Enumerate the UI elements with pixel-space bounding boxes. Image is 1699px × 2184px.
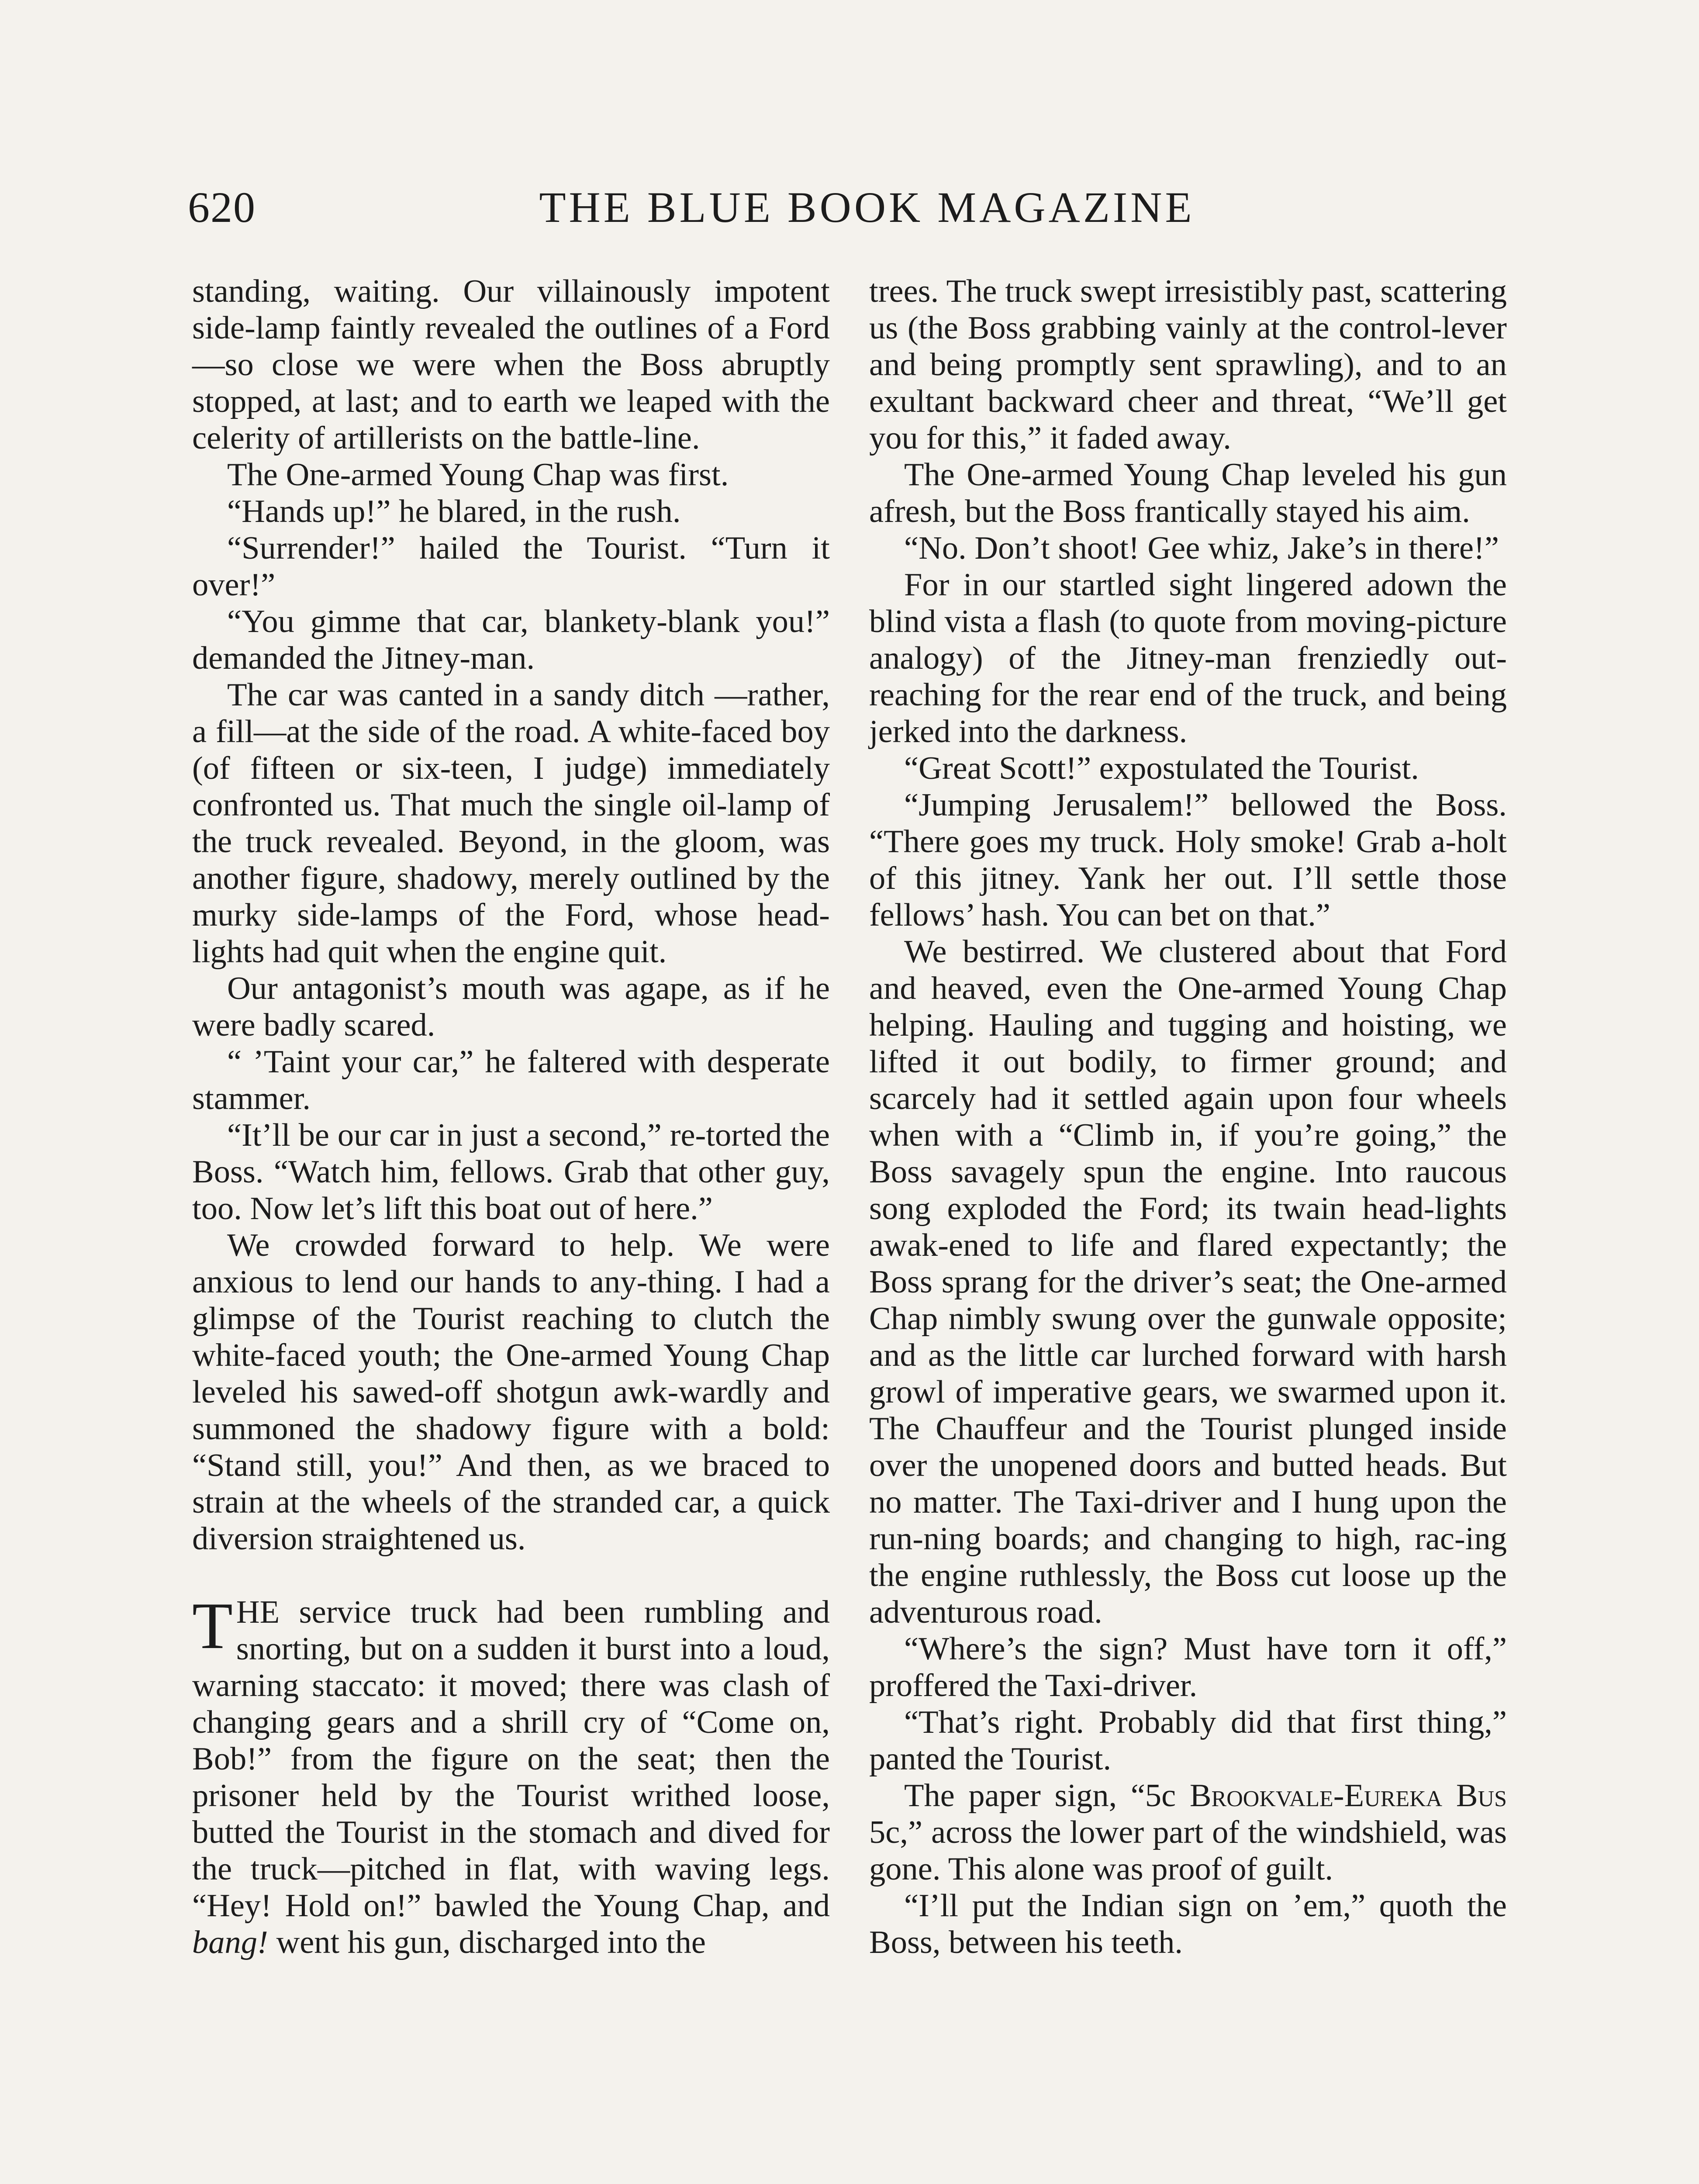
paragraph: trees. The truck swept irresistibly past, scattering us (the Boss grabbing vainly at the control-lever and being promptly sent sprawling), and to an exultant backward cheer and threat, “We’ll get you for this,” it faded away. (869, 273, 1507, 456)
paragraph: We crowded forward to help. We were anxious to lend our hands to any-thing. I had a glimpse of the Tourist reaching to clutch the white-faced youth; the One-armed Young Chap leveled his sawed-off shotgun awk-wardly and summoned the shadowy figure with a bold: “Stand still, you!” And then, as we braced to strain at the wheels of the stranded car, a quick diversion straightened us. (192, 1227, 830, 1557)
right-column (869, 273, 1507, 1961)
paragraph: The One-armed Young Chap leveled his gun afresh, but the Boss frantically stayed his aim. (869, 457, 1507, 529)
sign-text-before: The paper sign, “5c (904, 1778, 1190, 1814)
paragraph: Our antagonist’s mouth was agape, as if he were badly scared. (192, 971, 830, 1043)
paragraph: “Hands up!” he blared, in the rush. (227, 494, 681, 529)
paragraph: “You gimme that car, blankety-blank you!” demanded the Jitney-man. (192, 604, 830, 676)
sign-paragraph (869, 1777, 1507, 1887)
page-number: 620 (188, 183, 256, 232)
paragraph: The car was canted in a sandy ditch —rather, a fill—at the side of the road. A white-faced boy (of fifteen or six-teen, I judge) immediately confronted us. That much the single oil-lamp of the truck revealed. Beyond, in the gloom, was another figure, shadowy, merely outlined by the murky side-lamps of the Ford, whose head-lights had quit when the engine quit. (192, 677, 830, 970)
section-text: HE service truck had been rumbling and snorting, but on a sudden it burst into a loud, warning staccato: it moved; there was clash of changing gears and a shrill cry of “Come on, Bob!” from the figure on the seat; then the prisoner held by the Tourist writhed loose, butted the Tourist in the stomach and dived for the truck—pitched in flat, with waving legs. “Hey! Hold on!” bawled the Young Chap, and (192, 1594, 830, 1924)
paragraph: For in our startled sight lingered adown the blind vista a flash (to quote from moving-picture analogy) of the Jitney-man frenziedly out-reaching for the rear end of the truck, and being jerked into the darkness. (869, 567, 1507, 750)
paragraph: “Surrender!” hailed the Tourist. “Turn it over!” (192, 530, 830, 603)
left-column (192, 273, 830, 1961)
paragraph: “It’ll be our car in just a second,” re-torted the Boss. “Watch him, fellows. Grab that other guy, too. Now let’s lift this boat out of here.” (192, 1117, 830, 1227)
italic-word: bang! (192, 1925, 268, 1960)
paragraph: standing, waiting. Our villainously impotent side-lamp faintly revealed the outlines of a Ford—so close we were when the Boss abruptly stopped, at last; and to earth we leaped with the celerity of artillerists on the battle-line. (192, 273, 830, 456)
paragraph: The One-armed Young Chap was first. (227, 457, 729, 493)
paragraph: “ ’Taint your car,” he faltered with desperate stammer. (192, 1044, 830, 1116)
magazine-title: THE BLUE BOOK MAGAZINE (539, 183, 1195, 232)
paragraph: “No. Don’t shoot! Gee whiz, Jake’s in there!” (904, 530, 1499, 566)
drop-cap: T (192, 1589, 233, 1662)
page-header (188, 175, 1511, 240)
paragraph: “Great Scott!” expostulated the Tourist. (904, 750, 1419, 786)
section-text-end: went his gun, discharged into the (268, 1925, 706, 1960)
paragraph: We bestirred. We clustered about that Ford and heaved, even the One-armed Young Chap helping. Hauling and tugging and hoisting, we lifted it out bodily, to firmer ground; and scarcely had it settled again upon four wheels when with a “Climb in, if you’re going,” the Boss savagely spun the engine. Into raucous song exploded the Ford; its twain head-lights awak-ened to life and flared expectantly; the Boss sprang for the driver’s seat; the One-armed Chap nimbly swung over the gunwale opposite; and as the little car lurched forward with harsh growl of imperative gears, we swarmed upon it. The Chauffeur and the Tourist plunged inside over the unopened doors and butted heads. But no matter. The Taxi-driver and I hung upon the run-ning boards; and changing to high, rac-ing the engine ruthlessly, the Boss cut loose up the adventurous road. (869, 934, 1507, 1630)
sign-smallcaps: Brookvale-Eureka Bus (1189, 1778, 1507, 1814)
sign-text-after: 5c,” across the lower part of the windshield, was gone. This alone was proof of guilt. (869, 1814, 1507, 1887)
paragraph: “That’s right. Probably did that first thing,” panted the Tourist. (869, 1704, 1507, 1777)
paragraph: “Jumping Jerusalem!” bellowed the Boss. “There goes my truck. Holy smoke! Grab a-holt of this jitney. Yank her out. I’ll settle those fellows’ hash. You can bet on that.” (869, 787, 1507, 933)
paragraph: “I’ll put the Indian sign on ’em,” quoth the Boss, between his teeth. (869, 1888, 1507, 1960)
paragraph: “Where’s the sign? Must have torn it off,” proffered the Taxi-driver. (869, 1631, 1507, 1704)
section-break-paragraph (192, 1589, 830, 1961)
